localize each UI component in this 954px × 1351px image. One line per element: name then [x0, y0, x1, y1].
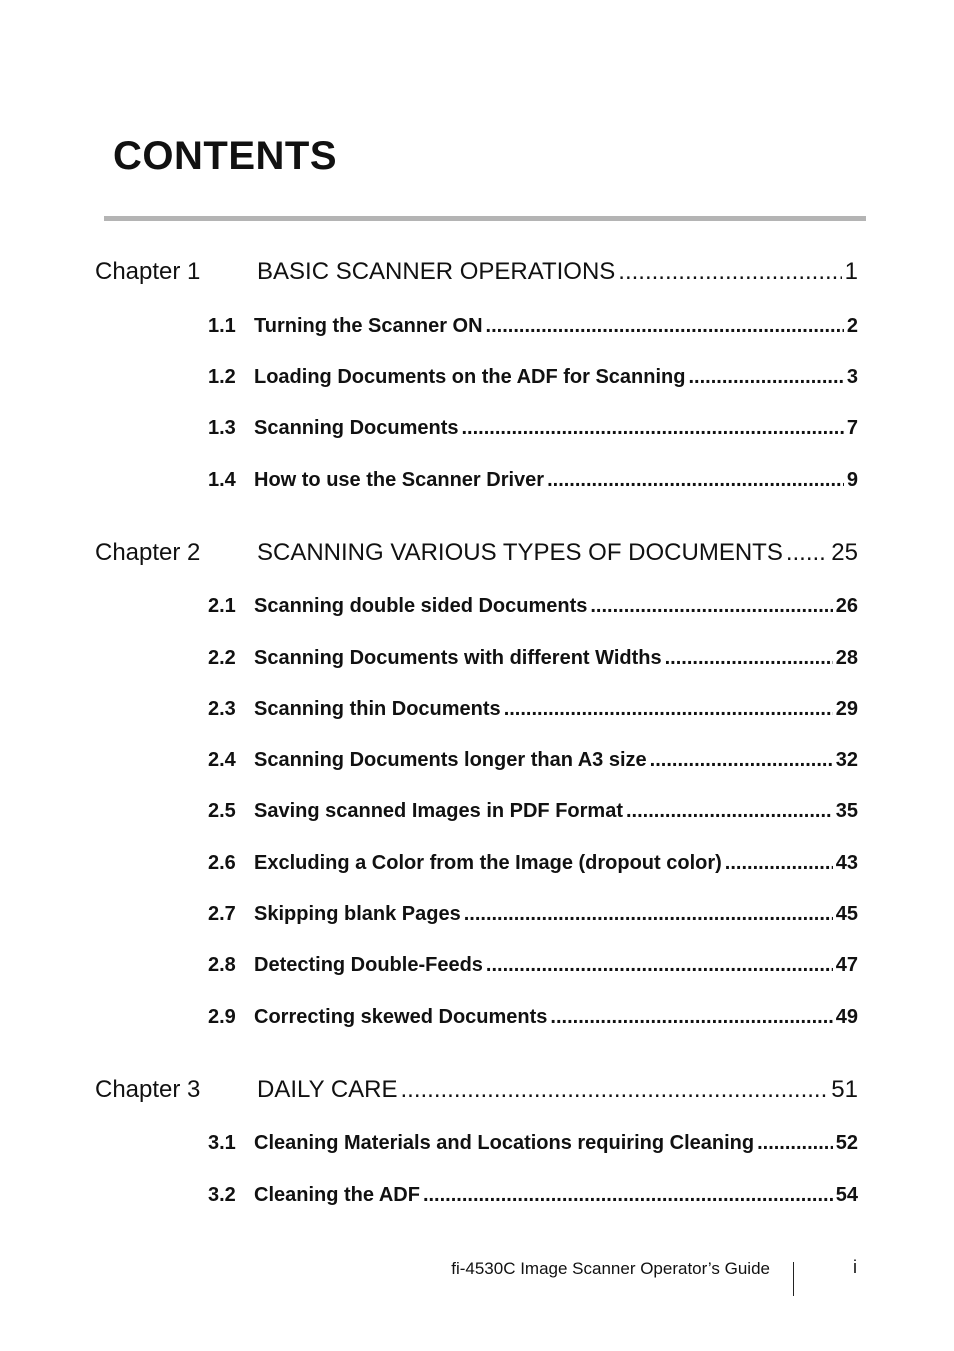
dot-leader: [486, 952, 833, 978]
section-number: 1.3: [208, 417, 236, 439]
chapter-page: 51: [831, 1076, 858, 1103]
dot-leader: [547, 467, 844, 493]
toc-section-3-2[interactable]: [208, 1182, 858, 1208]
chapter-title: DAILY CARE: [257, 1076, 398, 1103]
toc-section-2-5[interactable]: [208, 798, 858, 824]
chapter-page: 1: [844, 258, 858, 285]
toc-section-2-6[interactable]: [208, 850, 858, 876]
section-page: 9: [846, 469, 858, 491]
section-number: 2.1: [208, 595, 236, 617]
section-title: Cleaning the ADF: [254, 1184, 420, 1206]
section-number: 2.4: [208, 749, 236, 771]
dot-leader: [688, 364, 843, 390]
chapter-title: BASIC SCANNER OPERATIONS: [257, 258, 616, 285]
dot-leader: [550, 1004, 832, 1030]
dot-leader: [725, 850, 833, 876]
chapter-title: SCANNING VARIOUS TYPES OF DOCUMENTS: [257, 539, 783, 566]
section-title: Saving scanned Images in PDF Format: [254, 800, 623, 822]
section-title: Scanning Documents: [254, 417, 459, 439]
section-number: 2.3: [208, 698, 236, 720]
toc-chapter-1[interactable]: [95, 257, 858, 287]
toc-section-2-1[interactable]: [208, 593, 858, 619]
section-number: 1.1: [208, 315, 236, 337]
dot-leader: [504, 696, 833, 722]
dot-leader: [401, 1075, 829, 1105]
dot-leader: [461, 415, 843, 441]
section-page: 7: [846, 417, 858, 439]
dot-leader: [757, 1130, 833, 1156]
toc-chapter-3[interactable]: [95, 1075, 858, 1105]
chapter-page: 25: [831, 539, 858, 566]
section-title: Excluding a Color from the Image (dropout color): [254, 852, 722, 874]
section-number: 2.2: [208, 647, 236, 669]
section-title: Scanning thin Documents: [254, 698, 501, 720]
section-page: 29: [835, 698, 858, 720]
section-page: 47: [835, 954, 858, 976]
chapter-label: Chapter 1: [95, 258, 201, 285]
toc-section-2-3[interactable]: [208, 696, 858, 722]
dot-leader: [786, 538, 828, 568]
toc-section-2-2[interactable]: [208, 645, 858, 671]
section-number: 2.9: [208, 1006, 236, 1028]
section-title: Turning the Scanner ON: [254, 315, 483, 337]
section-number: 2.6: [208, 852, 236, 874]
toc-section-1-3[interactable]: [208, 415, 858, 441]
section-page: 54: [835, 1184, 858, 1206]
section-page: 43: [835, 852, 858, 874]
section-title: Scanning Documents longer than A3 size: [254, 749, 647, 771]
section-title: Scanning double sided Documents: [254, 595, 588, 617]
section-page: 28: [835, 647, 858, 669]
page-title: CONTENTS: [113, 134, 337, 178]
chapter-label: Chapter 3: [95, 1076, 201, 1103]
toc-section-2-4[interactable]: [208, 747, 858, 773]
section-page: 35: [835, 800, 858, 822]
dot-leader: [486, 313, 844, 339]
toc-section-2-7[interactable]: [208, 901, 858, 927]
section-number: 2.7: [208, 903, 236, 925]
dot-leader: [618, 257, 841, 287]
section-page: 26: [835, 595, 858, 617]
section-number: 3.2: [208, 1184, 236, 1206]
toc-section-1-4[interactable]: [208, 467, 858, 493]
dot-leader: [626, 798, 833, 824]
section-page: 3: [846, 366, 858, 388]
footer-guide-title: fi-4530C Image Scanner Operator’s Guide: [451, 1259, 770, 1278]
section-title: Cleaning Materials and Locations requiring Cleaning: [254, 1132, 755, 1154]
section-page: 49: [835, 1006, 858, 1028]
section-title: Loading Documents on the ADF for Scanning: [254, 366, 686, 388]
section-title: How to use the Scanner Driver: [254, 469, 545, 491]
section-number: 1.4: [208, 469, 236, 491]
dot-leader: [650, 747, 833, 773]
section-page: 45: [835, 903, 858, 925]
section-title: Correcting skewed Documents: [254, 1006, 548, 1028]
section-title: Detecting Double-Feeds: [254, 954, 483, 976]
toc-section-1-1[interactable]: [208, 313, 858, 339]
chapter-label: Chapter 2: [95, 539, 201, 566]
section-number: 1.2: [208, 366, 236, 388]
section-title: Skipping blank Pages: [254, 903, 461, 925]
section-page: 32: [835, 749, 858, 771]
section-title: Scanning Documents with different Widths: [254, 647, 662, 669]
footer-page-number: i: [853, 1257, 857, 1277]
toc-section-2-9[interactable]: [208, 1004, 858, 1030]
toc-chapter-2[interactable]: [95, 538, 858, 568]
toc-section-2-8[interactable]: [208, 952, 858, 978]
section-page: 52: [835, 1132, 858, 1154]
dot-leader: [665, 645, 833, 671]
section-number: 2.8: [208, 954, 236, 976]
section-number: 2.5: [208, 800, 236, 822]
dot-leader: [590, 593, 832, 619]
toc-section-1-2[interactable]: [208, 364, 858, 390]
dot-leader: [423, 1182, 833, 1208]
toc-section-3-1[interactable]: [208, 1130, 858, 1156]
section-number: 3.1: [208, 1132, 236, 1154]
section-page: 2: [846, 315, 858, 337]
dot-leader: [464, 901, 833, 927]
